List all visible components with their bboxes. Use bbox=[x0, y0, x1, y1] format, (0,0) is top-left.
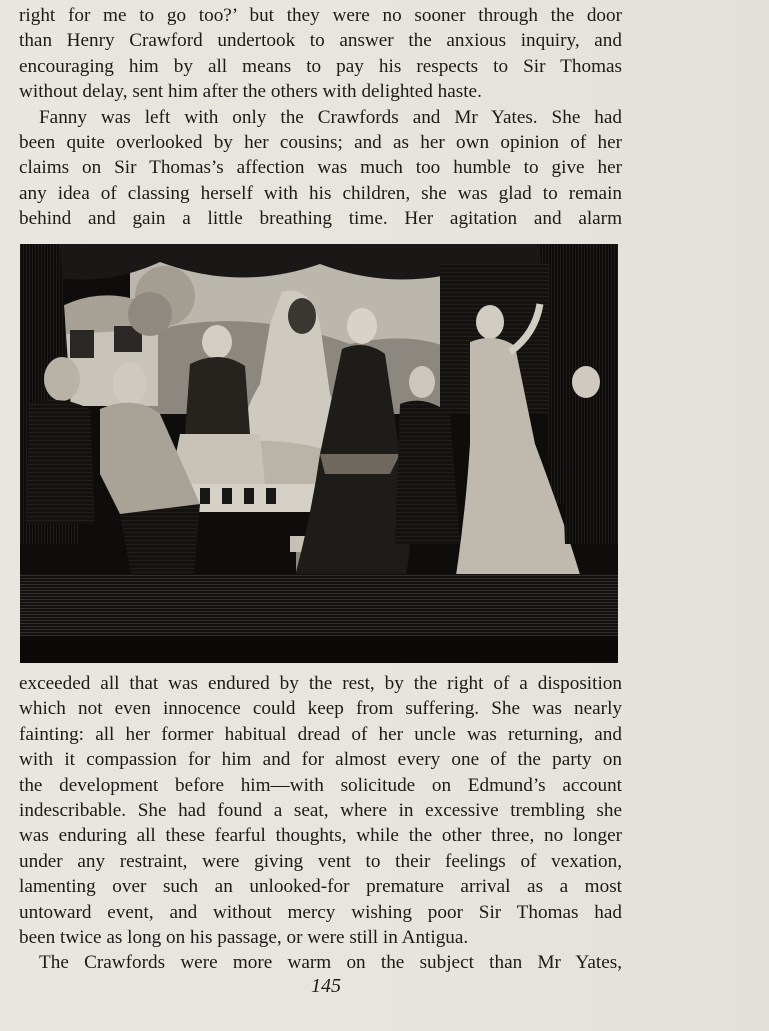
text-line: which not even innocence could keep from suffering. She was nearly bbox=[19, 698, 622, 720]
text-line: fainting: all her former habitual dread of her uncle was returning, and bbox=[19, 723, 622, 745]
text-line: claims on Sir Thomas’s affection was much too humble to give her bbox=[19, 157, 622, 179]
text-line: without delay, sent him after the others with delighted haste. bbox=[19, 81, 482, 103]
text-line: The Crawfords were more warm on the subject than Mr Yates, bbox=[39, 952, 622, 974]
text-line: untoward event, and without mercy wishing poor Sir Thomas had bbox=[19, 901, 622, 923]
text-block-bottom bbox=[19, 671, 622, 976]
text-line: with it compassion for him and for almost every one of the party on bbox=[19, 749, 622, 771]
text-line: exceeded all that was endured by the rest, by the right of a disposition bbox=[19, 673, 622, 694]
text-line: Fanny was left with only the Crawfords and Mr Yates. She had bbox=[39, 106, 622, 128]
engraving-artwork bbox=[20, 244, 618, 658]
text-line: right for me to go too?’ but they were no sooner through the door bbox=[19, 5, 622, 26]
text-line: indescribable. She had found a seat, where in excessive trembling she bbox=[19, 799, 622, 821]
text-line: lamenting over such an unlooked-for premature arrival as a most bbox=[19, 876, 622, 898]
text-line: under any restraint, were giving vent to their feelings of vexation, bbox=[19, 850, 622, 872]
text-line: been twice as long on his passage, or were still in Antigua. bbox=[19, 926, 469, 948]
page-number: 145 bbox=[311, 975, 341, 997]
text-block-top bbox=[19, 3, 622, 232]
text-line: behind and gain a little breathing time. Her agitation and alarm bbox=[19, 208, 622, 230]
text-line: than Henry Crawford undertook to answer the anxious inquiry, and bbox=[19, 30, 622, 52]
text-line: been quite overlooked by her cousins; and as her own opinion of her bbox=[19, 131, 622, 153]
text-line: any idea of classing herself with his children, she was glad to remain bbox=[19, 182, 622, 204]
text-line: the development before him—with solicitude on Edmund’s account bbox=[19, 774, 622, 796]
wood-engraving-illustration bbox=[20, 244, 618, 663]
text-line: was enduring all these fearful thoughts, while the other three, no longer bbox=[19, 825, 622, 847]
text-line: encouraging him by all means to pay his respects to Sir Thomas bbox=[19, 55, 622, 77]
